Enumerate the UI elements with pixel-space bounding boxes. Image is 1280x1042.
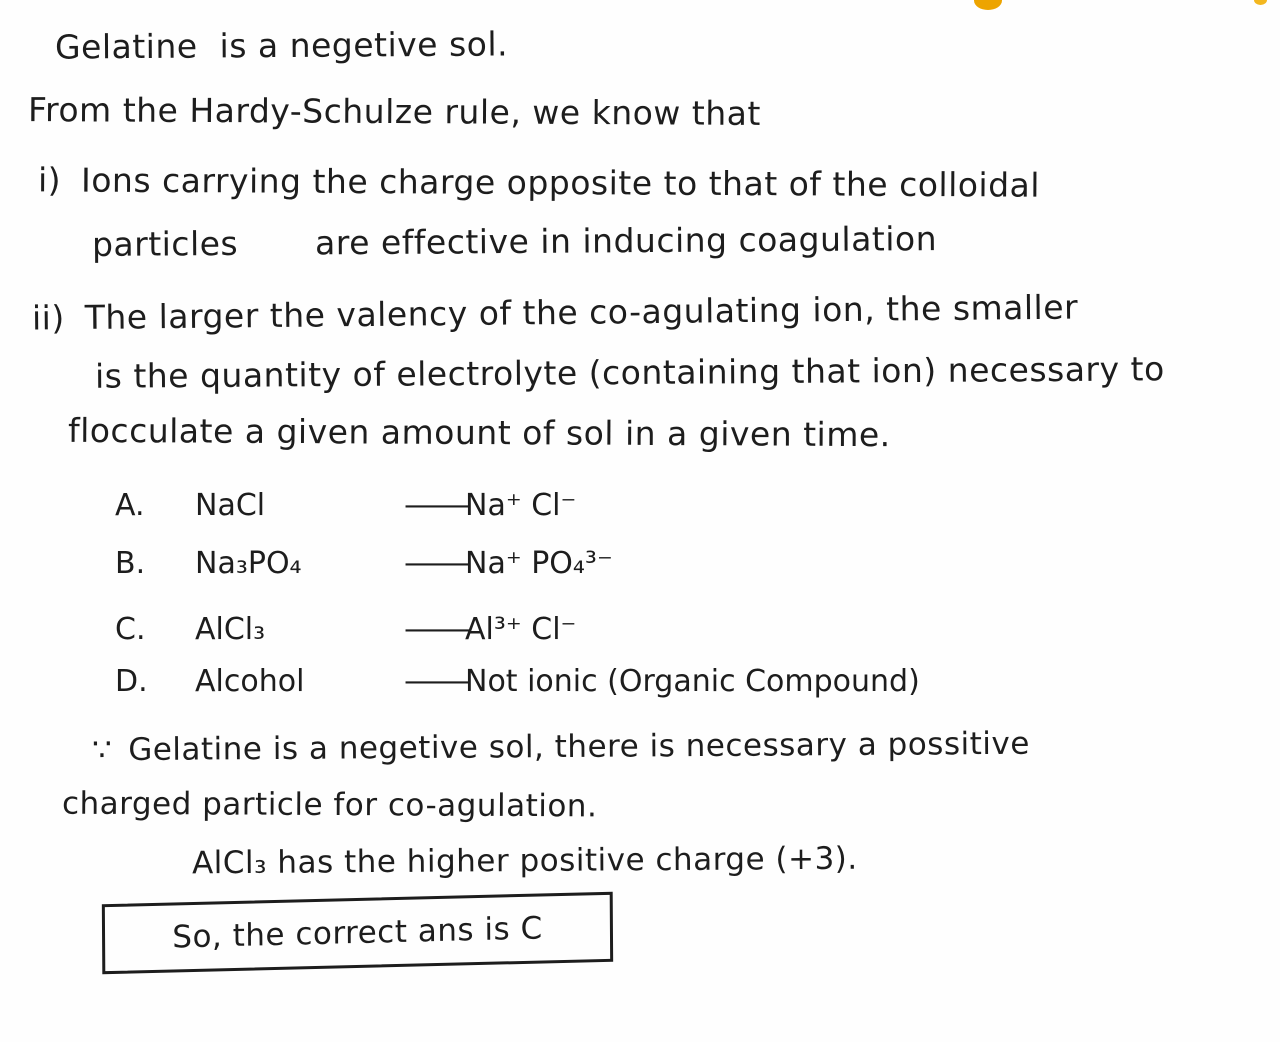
option-c-compound: AlCl₃ — [195, 612, 266, 647]
option-a-ions: Na⁺ Cl⁻ — [465, 488, 577, 523]
ink-smudge-small-icon — [1254, 0, 1267, 5]
conclusion-line-1 — [92, 727, 1030, 768]
answer-text: So, the correct ans is C — [172, 910, 543, 956]
point-i-line-1 — [38, 162, 1040, 204]
point-i-text-1: Ions carrying the charge opposite to that of the colloidal — [80, 160, 1041, 205]
option-a-compound: NaCl — [195, 488, 266, 523]
option-row-c — [115, 612, 576, 647]
ink-smudge-icon — [974, 0, 1002, 10]
option-c-ions: Al³⁺ Cl⁻ — [465, 612, 577, 647]
option-d-compound: Alcohol — [195, 664, 305, 699]
option-row-b — [115, 546, 613, 581]
option-row-a — [115, 488, 576, 523]
point-ii-marker: ii) — [31, 298, 65, 338]
option-b-dash: — — [402, 546, 474, 581]
conclusion-text-1: Gelatine is a negetive sol, there is necessary a possitive — [128, 725, 1030, 769]
option-a-label: A. — [115, 488, 145, 523]
conclusion-line-2: charged particle for co-agulation. — [61, 785, 598, 825]
point-i-marker: i) — [37, 160, 62, 200]
answer-box — [102, 892, 613, 974]
intro-line-2: From the Hardy-Schulze rule, we know that — [27, 90, 761, 133]
option-c-label: C. — [115, 612, 146, 647]
option-b-label: B. — [115, 546, 146, 581]
point-ii-line-3: flocculate a given amount of sol in a given time. — [67, 410, 891, 455]
point-i-line-2: particles are effective in inducing coagulation — [91, 219, 938, 264]
intro-line-1: Gelatine is a negetive sol. — [54, 24, 509, 67]
option-b-compound: Na₃PO₄ — [195, 546, 302, 581]
option-b-ions: Na⁺ PO₄³⁻ — [465, 546, 613, 581]
option-d-label: D. — [115, 664, 148, 699]
conclusion-line-3: AlCl₃ has the higher positive charge (+3). — [191, 840, 858, 882]
point-ii-line-1 — [31, 287, 1079, 338]
point-ii-line-2: is the quantity of electrolyte (containing that ion) necessary to — [94, 349, 1165, 396]
option-a-dash: — — [402, 488, 474, 523]
point-ii-text-1: The larger the valency of the co-agulating ion, the smaller — [84, 287, 1079, 337]
option-d-dash: — — [402, 664, 474, 699]
because-symbol: ∵ — [91, 732, 113, 769]
option-row-d — [115, 664, 920, 699]
option-d-ions: Not ionic (Organic Compound) — [465, 664, 920, 699]
option-c-dash: — — [402, 612, 474, 647]
